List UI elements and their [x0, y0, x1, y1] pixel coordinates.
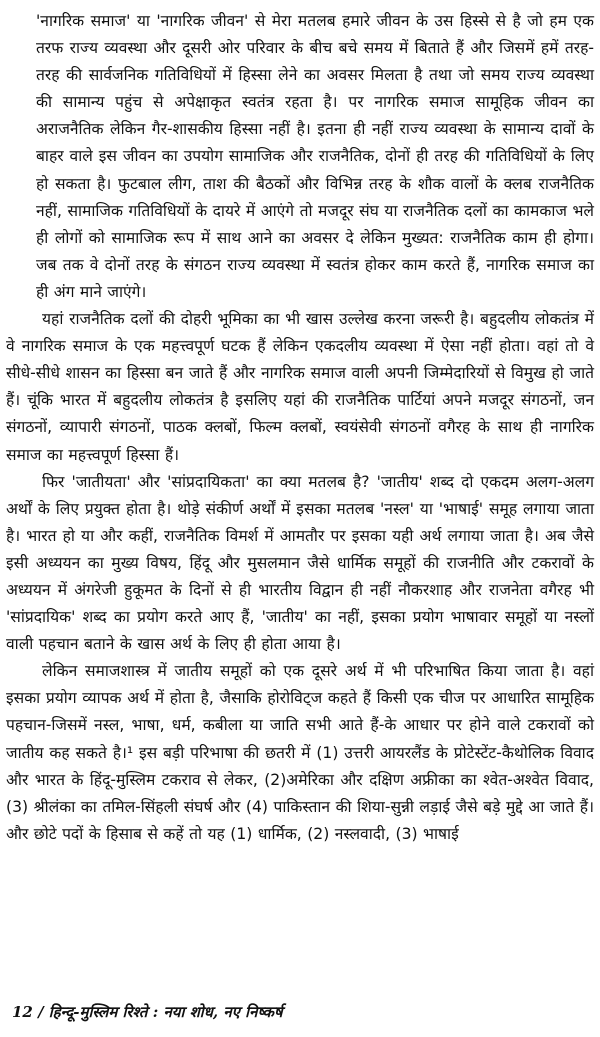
- body-text: [6, 8, 594, 848]
- paragraph-political-parties: यहां राजनैतिक दलों की दोहरी भूमिका का भी खास उल्लेख करना जरूरी है। बहुदलीय लोकतंत्र में वे नागरिक समाज के एक महत्त्वपूर्ण घटक हैं लेकिन एकदलीय व्यवस्था में ऐसा नहीं होता। वहां तो वे सीधे-सीधे शासन का हिस्सा बन जाते हैं और नागरिक समाज वाली अपनी जिम्मेदारियों से विमुख हो जाते हैं। चूंकि भारत में बहुदलीय लोकतंत्र है इसलिए यहां की राजनैतिक पार्टियां अपने मजदूर संगठनों, जन संगठनों, व्यापारी संगठनों, पाठक क्लबों, फिल्म क्लबों, स्वयंसेवी संगठनों वगैरह के साथ ही नागरिक समाज का महत्त्वपूर्ण हिस्सा हैं।: [6, 310, 594, 464]
- paragraph-civil-society: 'नागरिक समाज' या 'नागरिक जीवन' से मेरा मतलब हमारे जीवन के उस हिस्से से है जो हम एक तरफ राज्य व्यवस्था और दूसरी ओर परिवार के बीच बचे समय में बिताते हैं और जिसमें हमें तरह-तरह की सार्वजनिक गतिविधियों में हिस्सा लेने का अवसर मिलता है तथा जो समय राज्य व्यवस्था की सामान्य पहुंच से अपेक्षाकृत स्वतंत्र रहता है। पर नागरिक समाज सामूहिक जीवन का अराजनैतिक लेकिन गैर-शासकीय हिस्सा नहीं है। इतना ही नहीं राज्य व्यवस्था के सामान्य दावों के बाहर वाले इस जीवन का उपयोग सामाजिक और राजनैतिक, दोनों ही तरह की गतिविधियों के लिए हो सकता है। फुटबाल लीग, ताश की बैठकों और विभिन्न तरह के शौक वालों के क्लब राजनैतिक नहीं, सामाजिक गतिविधियों के दायरे में आएंगे तो मजदूर संघ या राजनैतिक दलों का कामकाज भले ही लोगों को सामाजिक रूप में साथ आने का अवसर दे लेकिन मुख्यत: राजनैतिक काम ही होगा। जब तक वे दोनों तरह के संगठन राज्य व्यवस्था में स्वतंत्र होकर काम करते हैं, नागरिक समाज का ही अंग माने जाएंगे।: [36, 12, 594, 301]
- page-footer: 12 / हिन्दू-मुस्लिम रिश्ते : नया शोध, नए निष्कर्ष: [12, 1003, 283, 1021]
- paragraph-ethnicity-communalism: फिर 'जातीयता' और 'सांप्रदायिकता' का क्या मतलब है? 'जातीय' शब्द दो एकदम अलग-अलग अर्थों के लिए प्रयुक्त होता है। थोड़े संकीर्ण अर्थों में इसका मतलब 'नस्ल' या 'भाषाई' समूह लगाया जाता है। भारत हो या और कहीं, राजनैतिक विमर्श में आमतौर पर इसका यही अर्थ लगाया जाता है। अब जैसे इसी अध्ययन का मुख्य विषय, हिंदू और मुसलमान जैसे धार्मिक समूहों की राजनीति और टकरावों के अध्ययन में अंगरेजी हुकूमत के दिनों से ही भारतीय विद्वान ही नहीं नौकरशाह और राजनेता वगैरह भी 'सांप्रदायिक' शब्द का प्रयोग करते आए हैं, 'जातीय' का नहीं, इसका प्रयोग भाषावार समूहों या नस्लों वाली पहचान बताने के खास अर्थ के लिए ही होता आया है।: [6, 472, 594, 654]
- paragraph-sociology-definition: लेकिन समाजशास्त्र में जातीय समूहों को एक दूसरे अर्थ में भी परिभाषित किया जाता है। वहां इसका प्रयोग व्यापक अर्थ में होता है, जैसाकि होरोविट्ज कहते हैं किसी एक चीज पर आधारित सामूहिक पहचान-जिसमें नस्ल, भाषा, धर्म, कबीला या जाति सभी आते हैं-के आधार पर होने वाले टकरावों को जातीय कह सकते है।¹ इस बड़ी परिभाषा की छतरी में (1) उत्तरी आयरलैंड के प्रोटेस्टेंट-कैथोलिक विवाद और भारत के हिंदू-मुस्लिम टकराव से लेकर, (2)अमेरिका और दक्षिण अफ्रीका का श्वेत-अश्वेत विवाद, (3) श्रीलंका का तमिल-सिंहली संघर्ष और (4) पाकिस्तान की शिया-सुन्नी लड़ाई जैसे बड़े मुद्दे आ जाते हैं। और छोटे पदों के हिसाब से कहें तो यह (1) धार्मिक, (2) नस्लवादी, (3) भाषाई: [6, 662, 594, 843]
